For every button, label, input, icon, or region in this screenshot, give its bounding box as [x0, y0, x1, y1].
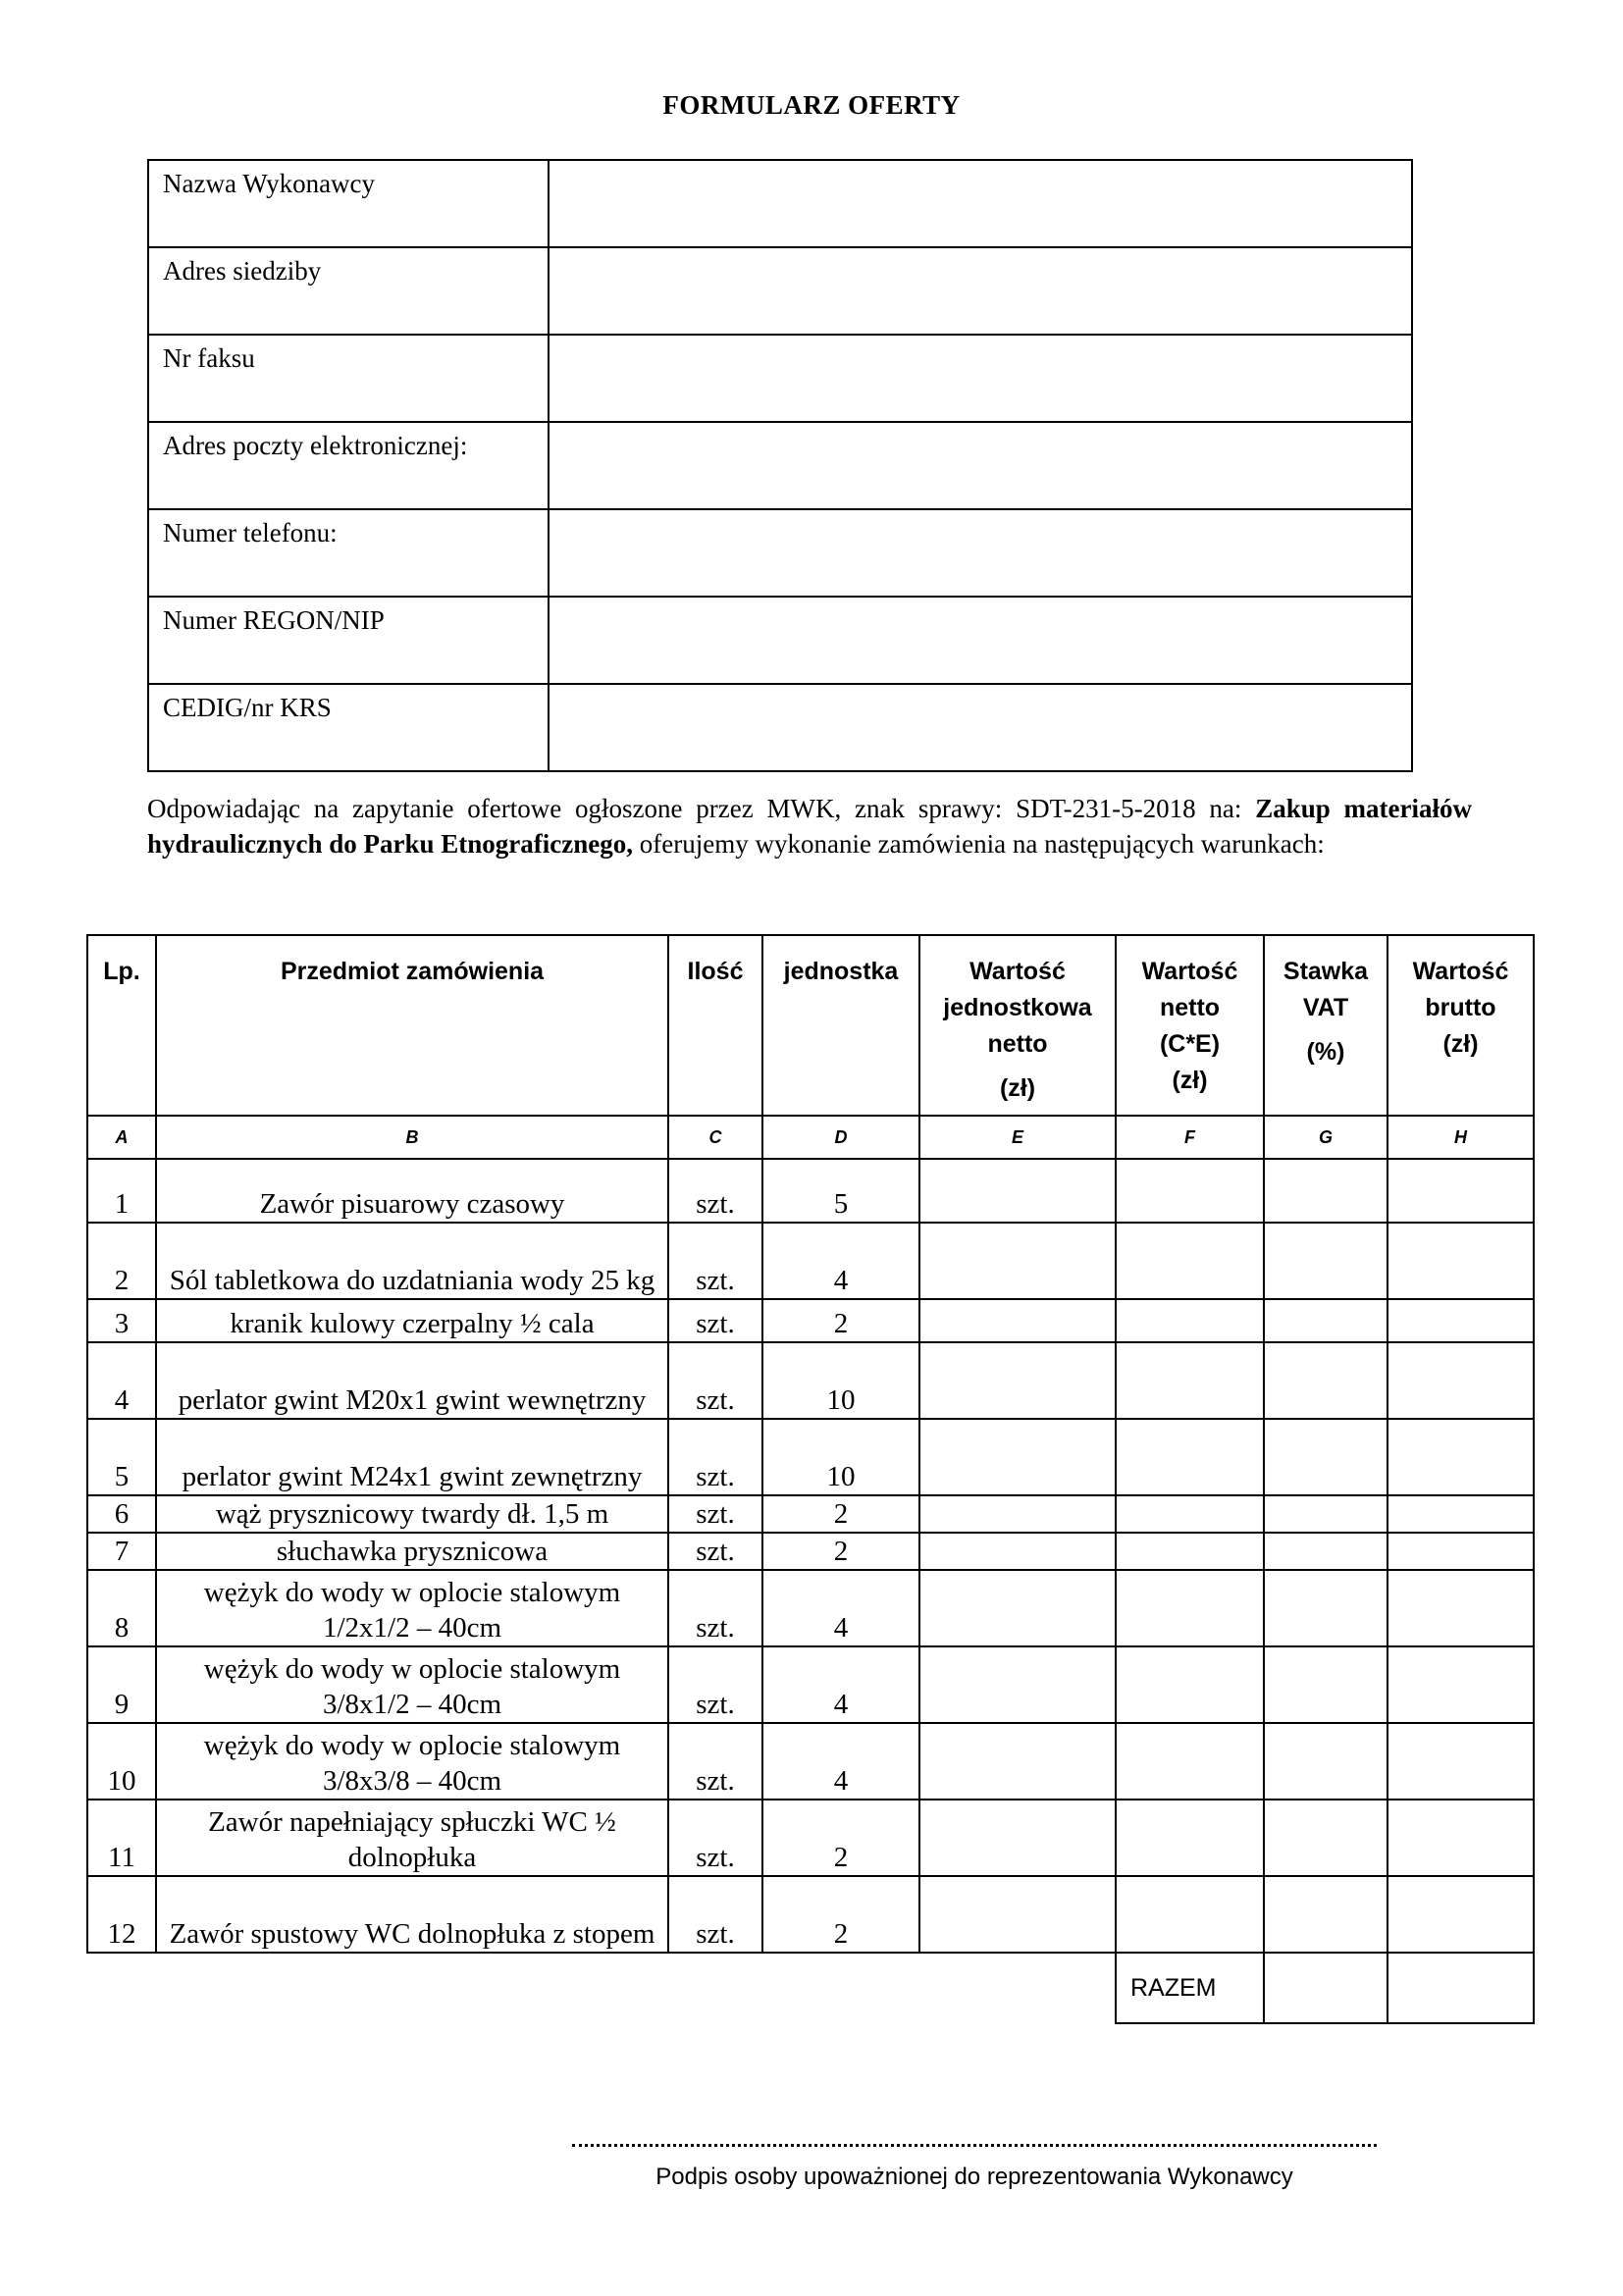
row-number: 8 — [87, 1570, 156, 1646]
header-unit: jednostka — [762, 935, 919, 1116]
item-quantity: 5 — [762, 1159, 919, 1223]
net-value-cell[interactable] — [1116, 1570, 1264, 1646]
column-letter: B — [156, 1116, 668, 1159]
unit-net-value-cell[interactable] — [919, 1342, 1116, 1419]
order-table-header — [87, 935, 1534, 1116]
contractor-field-value[interactable] — [549, 422, 1412, 509]
unit-net-value-cell[interactable] — [919, 1533, 1116, 1570]
contractor-field-value[interactable] — [549, 597, 1412, 684]
gross-value-cell[interactable] — [1387, 1646, 1534, 1723]
table-row — [87, 1342, 1534, 1419]
header-item: Przedmiot zamówienia — [156, 935, 668, 1116]
gross-value-cell[interactable] — [1387, 1570, 1534, 1646]
item-name: wężyk do wody w oplocie stalowym 1/2x1/2 – 40cm — [156, 1570, 668, 1646]
table-row — [87, 1646, 1534, 1723]
net-value-cell[interactable] — [1116, 1495, 1264, 1533]
contractor-field-label: Adres poczty elektronicznej: — [148, 422, 549, 509]
unit-net-value-cell[interactable] — [919, 1723, 1116, 1800]
contractor-info-table — [147, 159, 1413, 772]
item-unit: szt. — [668, 1723, 762, 1800]
column-letter: C — [668, 1116, 762, 1159]
intro-paragraph — [147, 791, 1472, 861]
unit-net-value-cell[interactable] — [919, 1570, 1116, 1646]
row-number: 10 — [87, 1723, 156, 1800]
column-letter: D — [762, 1116, 919, 1159]
vat-rate-cell[interactable] — [1264, 1723, 1387, 1800]
net-value-cell[interactable] — [1116, 1159, 1264, 1223]
intro-text-start: Odpowiadając na zapytanie ofertowe ogłoszone przez MWK, znak sprawy: SDT-231-5-2018 na: — [147, 794, 1256, 823]
item-quantity: 10 — [762, 1342, 919, 1419]
contractor-field-value[interactable] — [549, 335, 1412, 422]
contractor-field-label: Nr faksu — [148, 335, 549, 422]
gross-value-cell[interactable] — [1387, 1533, 1534, 1570]
item-name: wężyk do wody w oplocie stalowym 3/8x3/8 – 40cm — [156, 1723, 668, 1800]
vat-rate-cell[interactable] — [1264, 1533, 1387, 1570]
item-quantity: 2 — [762, 1800, 919, 1876]
column-letter: A — [87, 1116, 156, 1159]
contractor-field-value[interactable] — [549, 509, 1412, 597]
column-letter: G — [1264, 1116, 1387, 1159]
item-quantity: 2 — [762, 1495, 919, 1533]
unit-net-value-cell[interactable] — [919, 1419, 1116, 1495]
table-row — [87, 1419, 1534, 1495]
vat-rate-cell[interactable] — [1264, 1876, 1387, 1953]
gross-value-cell[interactable] — [1387, 1299, 1534, 1342]
unit-net-value-cell[interactable] — [919, 1495, 1116, 1533]
signature-caption: Podpis osoby upoważnionej do reprezentowania Wykonawcy — [655, 2164, 1293, 2190]
vat-rate-cell[interactable] — [1264, 1570, 1387, 1646]
contractor-field-row — [148, 684, 1412, 771]
contractor-field-label: Numer telefonu: — [148, 509, 549, 597]
item-unit: szt. — [668, 1342, 762, 1419]
item-name: Zawór napełniający spłuczki WC ½ dolnopłuka — [156, 1800, 668, 1876]
header-unit-net-value: Wartość jednostkowa netto (zł) — [919, 935, 1116, 1116]
net-value-cell[interactable] — [1116, 1419, 1264, 1495]
intro-subject: Zakup materiałów hydraulicznych do Parku Etnograficznego, — [147, 794, 1472, 859]
net-value-cell[interactable] — [1116, 1533, 1264, 1570]
table-row — [87, 1159, 1534, 1223]
total-row-spacer — [87, 1953, 1116, 2023]
gross-value-cell[interactable] — [1387, 1419, 1534, 1495]
column-letter: H — [1387, 1116, 1534, 1159]
unit-net-value-cell[interactable] — [919, 1299, 1116, 1342]
header-lp: Lp. — [87, 935, 156, 1116]
intro-text-end: oferujemy wykonanie zamówienia na następujących warunkach: — [633, 829, 1325, 859]
net-value-cell[interactable] — [1116, 1876, 1264, 1953]
total-row — [87, 1953, 1534, 2023]
table-row — [87, 1299, 1534, 1342]
row-number: 12 — [87, 1876, 156, 1953]
net-value-cell[interactable] — [1116, 1342, 1264, 1419]
header-qty: Ilość — [668, 935, 762, 1116]
table-row — [87, 1570, 1534, 1646]
vat-rate-cell[interactable] — [1264, 1419, 1387, 1495]
column-letter: F — [1116, 1116, 1264, 1159]
unit-net-value-cell[interactable] — [919, 1646, 1116, 1723]
gross-value-cell[interactable] — [1387, 1723, 1534, 1800]
contractor-field-row — [148, 422, 1412, 509]
item-name: słuchawka prysznicowa — [156, 1533, 668, 1570]
unit-net-value-cell[interactable] — [919, 1800, 1116, 1876]
contractor-field-value[interactable] — [549, 247, 1412, 335]
row-number: 3 — [87, 1299, 156, 1342]
row-number: 5 — [87, 1419, 156, 1495]
item-name: perlator gwint M20x1 gwint wewnętrzny — [156, 1342, 668, 1419]
item-quantity: 4 — [762, 1223, 919, 1299]
item-name: Zawór spustowy WC dolnopłuka z stopem — [156, 1876, 668, 1953]
row-number: 7 — [87, 1533, 156, 1570]
gross-value-cell[interactable] — [1387, 1800, 1534, 1876]
vat-rate-cell[interactable] — [1264, 1159, 1387, 1223]
total-gross-cell[interactable] — [1387, 1953, 1534, 2023]
item-unit: szt. — [668, 1800, 762, 1876]
row-number: 9 — [87, 1646, 156, 1723]
contractor-field-value[interactable] — [549, 684, 1412, 771]
column-letter: E — [919, 1116, 1116, 1159]
table-row — [87, 1876, 1534, 1953]
item-quantity: 2 — [762, 1876, 919, 1953]
gross-value-cell[interactable] — [1387, 1159, 1534, 1223]
item-quantity: 4 — [762, 1570, 919, 1646]
item-quantity: 10 — [762, 1419, 919, 1495]
item-name: wężyk do wody w oplocie stalowym 3/8x1/2 – 40cm — [156, 1646, 668, 1723]
vat-rate-cell[interactable] — [1264, 1299, 1387, 1342]
net-value-cell[interactable] — [1116, 1723, 1264, 1800]
vat-rate-cell[interactable] — [1264, 1800, 1387, 1876]
header-net-value: Wartość netto (C*E) (zł) — [1116, 935, 1264, 1116]
unit-net-value-cell[interactable] — [919, 1876, 1116, 1953]
vat-rate-cell[interactable] — [1264, 1495, 1387, 1533]
table-row — [87, 1495, 1534, 1533]
item-name: wąż prysznicowy twardy dł. 1,5 m — [156, 1495, 668, 1533]
vat-rate-cell[interactable] — [1264, 1646, 1387, 1723]
net-value-cell[interactable] — [1116, 1223, 1264, 1299]
item-name: kranik kulowy czerpalny ½ cala — [156, 1299, 668, 1342]
table-row — [87, 1223, 1534, 1299]
item-unit: szt. — [668, 1159, 762, 1223]
item-unit: szt. — [668, 1495, 762, 1533]
gross-value-cell[interactable] — [1387, 1876, 1534, 1953]
vat-rate-cell[interactable] — [1264, 1223, 1387, 1299]
row-number: 6 — [87, 1495, 156, 1533]
table-row — [87, 1800, 1534, 1876]
item-unit: szt. — [668, 1876, 762, 1953]
contractor-field-value[interactable] — [549, 160, 1412, 247]
gross-value-cell[interactable] — [1387, 1342, 1534, 1419]
table-row — [87, 1723, 1534, 1800]
net-value-cell[interactable] — [1116, 1299, 1264, 1342]
item-unit: szt. — [668, 1419, 762, 1495]
item-unit: szt. — [668, 1646, 762, 1723]
item-unit: szt. — [668, 1223, 762, 1299]
net-value-cell[interactable] — [1116, 1800, 1264, 1876]
item-quantity: 4 — [762, 1646, 919, 1723]
vat-rate-cell[interactable] — [1264, 1342, 1387, 1419]
header-vat-rate: Stawka VAT (%) — [1264, 935, 1387, 1116]
row-number: 11 — [87, 1800, 156, 1876]
column-letters-row — [87, 1116, 1534, 1159]
contractor-field-row — [148, 597, 1412, 684]
contractor-field-label: Numer REGON/NIP — [148, 597, 549, 684]
document-title: FORMULARZ OFERTY — [662, 90, 961, 120]
order-table — [86, 934, 1535, 2024]
contractor-field-label: Adres siedziby — [148, 247, 549, 335]
unit-net-value-cell[interactable] — [919, 1223, 1116, 1299]
item-name: Zawór pisuarowy czasowy — [156, 1159, 668, 1223]
row-number: 1 — [87, 1159, 156, 1223]
contractor-field-row — [148, 509, 1412, 597]
table-row — [87, 1533, 1534, 1570]
item-quantity: 2 — [762, 1533, 919, 1570]
unit-net-value-cell[interactable] — [919, 1159, 1116, 1223]
contractor-field-label: Nazwa Wykonawcy — [148, 160, 549, 247]
net-value-cell[interactable] — [1116, 1646, 1264, 1723]
header-gross-value: Wartość brutto (zł) — [1387, 935, 1534, 1116]
gross-value-cell[interactable] — [1387, 1495, 1534, 1533]
item-unit: szt. — [668, 1570, 762, 1646]
total-vat-cell[interactable] — [1264, 1953, 1387, 2023]
contractor-field-row — [148, 160, 1412, 247]
signature-line — [572, 2144, 1377, 2147]
item-unit: szt. — [668, 1533, 762, 1570]
total-label: RAZEM — [1116, 1953, 1264, 2023]
contractor-field-label: CEDIG/nr KRS — [148, 684, 549, 771]
contractor-field-row — [148, 335, 1412, 422]
item-quantity: 2 — [762, 1299, 919, 1342]
row-number: 2 — [87, 1223, 156, 1299]
row-number: 4 — [87, 1342, 156, 1419]
contractor-field-row — [148, 247, 1412, 335]
item-unit: szt. — [668, 1299, 762, 1342]
item-name: perlator gwint M24x1 gwint zewnętrzny — [156, 1419, 668, 1495]
item-quantity: 4 — [762, 1723, 919, 1800]
gross-value-cell[interactable] — [1387, 1223, 1534, 1299]
item-name: Sól tabletkowa do uzdatniania wody 25 kg — [156, 1223, 668, 1299]
